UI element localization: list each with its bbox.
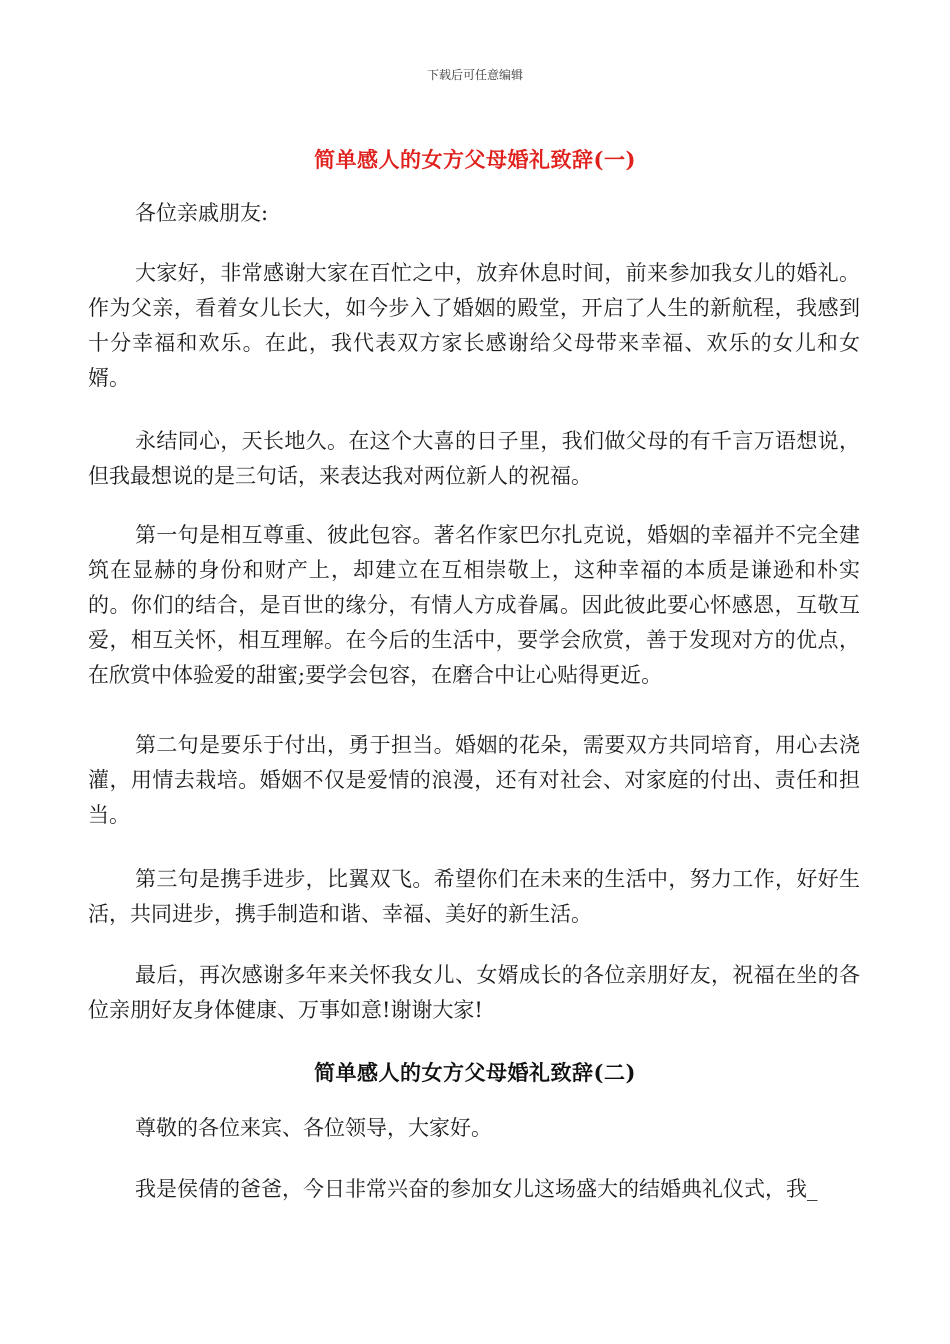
section1-paragraph-5: 第二句是要乐于付出，勇于担当。婚姻的花朵，需要双方共同培育，用心去浇灌，用情去栽培。婚姻不仅是爱情的浪漫，还有对社会、对家庭的付出、责任和担当。 — [88, 733, 860, 827]
section1-title: 简单感人的女方父母婚礼致辞(一) — [314, 147, 636, 172]
section1-paragraph-6: 第三句是携手进步，比翼双飞。希望你们在未来的生活中，努力工作，好好生活，共同进步，携手制造和谐、幸福、美好的新生活。 — [88, 867, 860, 926]
section1-paragraph-2: 大家好，非常感谢大家在百忙之中，放弃休息时间，前来参加我女儿的婚礼。作为父亲，看着女儿长大，如今步入了婚姻的殿堂，开启了人生的新航程，我感到十分幸福和欢乐。在此，我代表双方家长感谢给父母带来幸福、欢乐的女儿和女婿。 — [88, 261, 860, 390]
section2-title: 简单感人的女方父母婚礼致辞(二) — [314, 1060, 636, 1085]
header-note: 下载后可任意编辑 — [426, 68, 523, 82]
section1-paragraph-1: 各位亲戚朋友: — [135, 201, 269, 225]
section1-paragraph-7: 最后，再次感谢多年来关怀我女儿、女婿成长的各位亲朋好友，祝福在坐的各位亲朋好友身体健康、万事如意!谢谢大家! — [88, 963, 860, 1022]
section1-paragraph-4: 第一句是相互尊重、彼此包容。著名作家巴尔扎克说，婚姻的幸福并不完全建筑在显赫的身份和财产上，却建立在互相崇敬上，这种幸福的本质是谦逊和朴实的。你们的结合，是百世的缘分，有情人方成眷属。因此彼此要心怀感恩，互敬互爱，相互关怀，相互理解。在今后的生活中，要学会欣赏，善于发现对方的优点，在欣赏中体验爱的甜蜜;要学会包容，在磨合中让心贴得更近。 — [88, 523, 860, 687]
section1-paragraph-3: 永结同心，天长地久。在这个大喜的日子里，我们做父母的有千言万语想说，但我最想说的是三句话，来表达我对两位新人的祝福。 — [88, 429, 860, 488]
section2-paragraph-1: 尊敬的各位来宾、各位领导，大家好。 — [135, 1116, 492, 1140]
section2-paragraph-2: 我是侯倩的爸爸，今日非常兴奋的参加女儿这场盛大的结婚典礼仪式，我_ — [135, 1177, 818, 1201]
